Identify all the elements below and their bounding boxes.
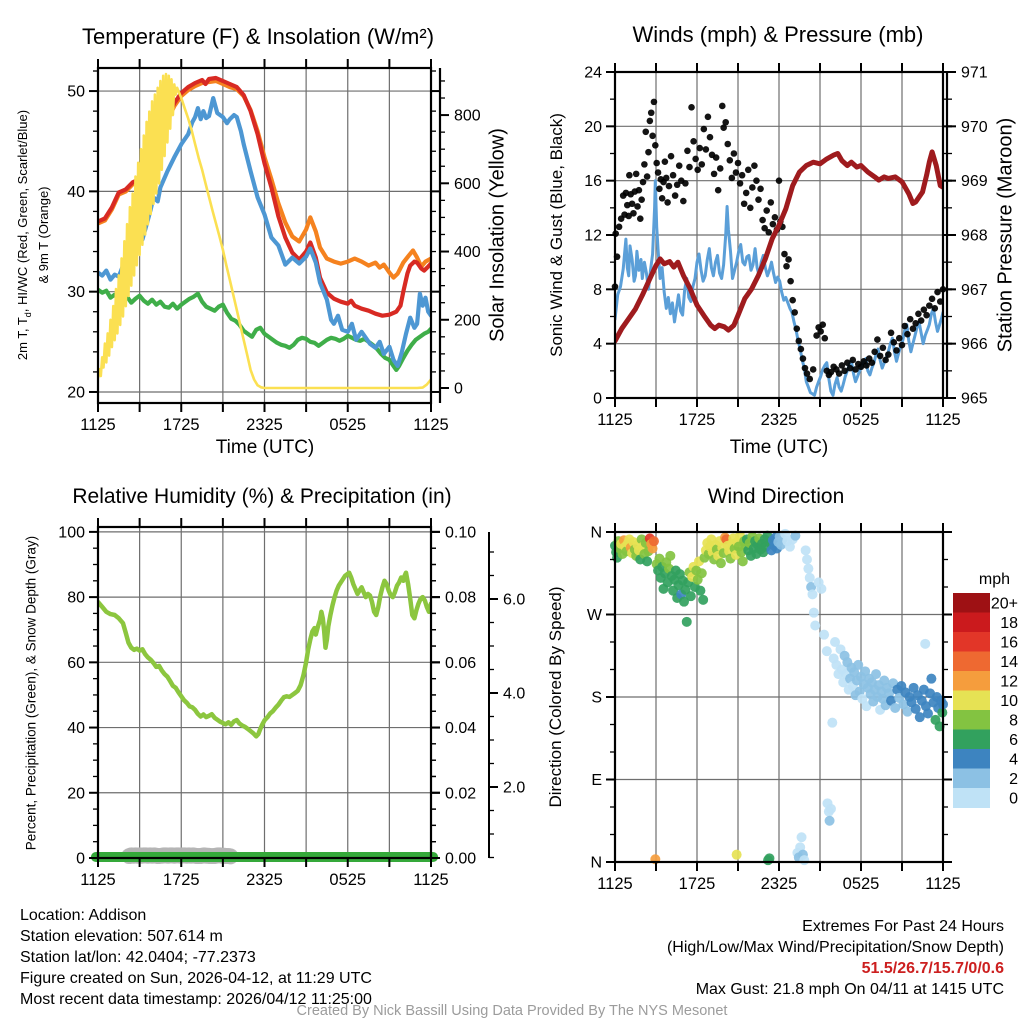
y-tick-label: 8 bbox=[593, 281, 602, 299]
x-tick-label: 0525 bbox=[329, 871, 367, 889]
data-point bbox=[686, 591, 696, 601]
right-tick-label: 969 bbox=[961, 173, 988, 191]
data-point bbox=[871, 669, 881, 679]
data-point bbox=[901, 323, 908, 330]
data-point bbox=[663, 175, 670, 182]
colorbar-segment bbox=[953, 788, 990, 808]
x-tick-label: 0525 bbox=[842, 411, 880, 429]
y-tick-label: 16 bbox=[584, 173, 602, 191]
data-point bbox=[798, 346, 805, 353]
data-point bbox=[770, 221, 777, 228]
data-point bbox=[682, 617, 692, 627]
x-tick-label: 2325 bbox=[246, 871, 283, 889]
data-point bbox=[735, 160, 742, 167]
y-tick-label: N bbox=[590, 524, 602, 542]
y-tick-label: 100 bbox=[58, 524, 85, 542]
data-point bbox=[796, 338, 803, 345]
data-point bbox=[659, 195, 666, 202]
data-point bbox=[923, 312, 930, 319]
data-point bbox=[662, 158, 669, 165]
title-temperature: Temperature (F) & Insolation (W/m²) bbox=[81, 24, 435, 49]
data-point bbox=[893, 347, 900, 354]
x-tick-label: 0525 bbox=[842, 875, 880, 893]
data-point bbox=[904, 331, 911, 338]
colorbar-label: 16 bbox=[1000, 634, 1018, 652]
y-tick-label: 12 bbox=[584, 227, 602, 245]
colorbar-label: 6 bbox=[1009, 731, 1018, 749]
data-point bbox=[869, 359, 876, 366]
data-point bbox=[915, 310, 922, 317]
data-point bbox=[688, 104, 695, 111]
data-point bbox=[755, 196, 762, 203]
data-point bbox=[648, 109, 655, 116]
y-tick-label: 24 bbox=[584, 64, 602, 82]
right-tick-label: 966 bbox=[961, 336, 988, 354]
data-point bbox=[826, 804, 836, 814]
colorbar-label: 0 bbox=[1009, 790, 1018, 808]
snow-tick-label: 4.0 bbox=[503, 685, 526, 703]
data-point bbox=[698, 161, 705, 168]
y-tick-label: 50 bbox=[67, 83, 85, 101]
data-point bbox=[711, 171, 718, 178]
data-point bbox=[797, 832, 807, 842]
data-point bbox=[653, 160, 660, 167]
right-tick-label: 0.06 bbox=[445, 654, 477, 672]
right-tick-label: 967 bbox=[961, 281, 988, 299]
right-tick-label: 400 bbox=[454, 244, 481, 262]
data-point bbox=[705, 114, 712, 121]
x-tick-label: 1125 bbox=[925, 411, 961, 429]
colorbar-segment bbox=[953, 691, 990, 711]
right-tick-label: 0.00 bbox=[445, 850, 477, 868]
right-tick-label: 0.04 bbox=[445, 720, 477, 738]
data-point bbox=[732, 850, 742, 860]
data-point bbox=[716, 558, 726, 568]
data-point bbox=[652, 142, 659, 149]
data-point bbox=[695, 586, 705, 596]
extremes-values: 51.5/26.7/15.7/0/0.6 bbox=[861, 960, 1004, 977]
y-tick-label: 60 bbox=[67, 654, 85, 672]
ylabel-temperature: 2m T, $T_d$, HI/WC (Red, Green, Scarlet/Blue) & 9m T (Orange) bbox=[15, 109, 51, 361]
latlon-line: Station lat/lon: 42.0404; -77.2373 bbox=[20, 949, 256, 966]
data-point bbox=[926, 674, 936, 684]
data-point bbox=[745, 167, 752, 174]
xlabel-winds: Time (UTC) bbox=[729, 437, 829, 458]
extremes-block bbox=[484, 916, 1004, 1000]
timestamp-line: Most recent data timestamp: 2026/04/12 11:25:00 bbox=[20, 991, 372, 1008]
data-point bbox=[800, 355, 807, 362]
right-tick-label: 0.10 bbox=[445, 524, 477, 542]
title-winds: Winds (mph) & Pressure (mb) bbox=[632, 22, 924, 47]
data-point bbox=[634, 203, 641, 210]
data-point bbox=[809, 608, 819, 618]
data-point bbox=[787, 278, 794, 285]
data-point bbox=[682, 180, 689, 187]
title-wind-direction: Wind Direction bbox=[707, 485, 845, 508]
data-point bbox=[753, 177, 760, 184]
data-point bbox=[929, 296, 936, 303]
x-tick-label: 1125 bbox=[413, 416, 449, 434]
data-point bbox=[717, 165, 724, 172]
data-point bbox=[877, 353, 884, 360]
right-tick-label: 971 bbox=[961, 64, 988, 82]
y-tick-label: 20 bbox=[584, 118, 602, 136]
ylabel-humidity: Percent, Precipitation (Green), & Snow Depth (Gray) bbox=[23, 535, 39, 851]
data-point bbox=[896, 335, 903, 342]
location-line: Location: Addison bbox=[20, 907, 147, 924]
chart-winds bbox=[584, 63, 988, 429]
x-tick-label: 1725 bbox=[678, 411, 716, 429]
x-tick-label: 1125 bbox=[80, 416, 116, 434]
y-tick-label: 0 bbox=[593, 390, 602, 408]
data-point bbox=[741, 200, 748, 207]
data-point bbox=[827, 718, 837, 728]
data-point bbox=[665, 551, 675, 561]
data-point bbox=[722, 119, 729, 126]
colorbar-label: 2 bbox=[1009, 770, 1018, 788]
y-tick-label: E bbox=[591, 772, 602, 789]
data-point bbox=[880, 344, 887, 351]
x-tick-label: 1125 bbox=[80, 871, 116, 889]
chart-temperature bbox=[67, 59, 481, 434]
data-point bbox=[759, 217, 766, 224]
y-tick-label: W bbox=[586, 607, 602, 624]
data-point bbox=[772, 214, 779, 221]
x-tick-label: 1725 bbox=[162, 871, 200, 889]
data-point bbox=[664, 199, 671, 206]
data-point bbox=[821, 335, 828, 342]
y-tick-label: 4 bbox=[593, 336, 602, 354]
data-point bbox=[636, 187, 643, 194]
data-point bbox=[907, 316, 914, 323]
created-line: Figure created on Sun, 2026-04-12, at 11:29 UTC bbox=[20, 970, 372, 987]
data-point bbox=[670, 172, 677, 179]
right-tick-label: 970 bbox=[961, 118, 988, 136]
colorbar-label: 8 bbox=[1009, 712, 1018, 730]
x-tick-label: 1725 bbox=[678, 875, 716, 893]
colorbar-label: 14 bbox=[1000, 653, 1018, 671]
snow-tick-label: 6.0 bbox=[503, 591, 526, 609]
data-point bbox=[724, 141, 731, 148]
data-point bbox=[802, 555, 812, 565]
colorbar-label: 12 bbox=[1000, 673, 1018, 691]
y-tick-label: 40 bbox=[67, 720, 85, 738]
colorbar-segment bbox=[953, 710, 990, 730]
data-point bbox=[822, 646, 832, 656]
data-point bbox=[757, 186, 764, 193]
right-label-pressure: Station Pressure (Maroon) bbox=[994, 117, 1017, 353]
data-point bbox=[871, 349, 878, 356]
data-point bbox=[807, 589, 817, 599]
colorbar-segment bbox=[953, 632, 990, 652]
data-point bbox=[819, 630, 829, 640]
x-tick-label: 2325 bbox=[760, 411, 798, 429]
right-tick-label: 200 bbox=[454, 312, 481, 330]
data-point bbox=[656, 186, 663, 193]
data-point bbox=[703, 146, 710, 153]
data-point bbox=[888, 330, 895, 337]
data-point bbox=[816, 584, 826, 594]
data-point bbox=[668, 153, 675, 160]
data-point bbox=[642, 128, 649, 135]
colorbar-label: 18 bbox=[1000, 614, 1018, 632]
data-point bbox=[918, 317, 925, 324]
data-point bbox=[763, 207, 770, 214]
data-point bbox=[789, 297, 796, 304]
data-point bbox=[649, 536, 659, 546]
data-point bbox=[805, 573, 815, 583]
right-label-insolation: Solar Insolation (Yellow) bbox=[486, 128, 509, 342]
colorbar-segment bbox=[953, 593, 990, 613]
data-point bbox=[731, 150, 738, 157]
data-point bbox=[817, 328, 824, 335]
data-point bbox=[801, 545, 811, 555]
data-point bbox=[641, 161, 648, 168]
data-point bbox=[676, 162, 683, 169]
data-point bbox=[825, 816, 835, 826]
data-point bbox=[719, 103, 726, 110]
y-tick-label: 20 bbox=[67, 384, 85, 402]
right-tick-label: 600 bbox=[454, 175, 481, 193]
data-point bbox=[749, 184, 756, 191]
x-tick-label: 2325 bbox=[246, 416, 283, 434]
colorbar-segment bbox=[953, 613, 990, 633]
data-point bbox=[803, 564, 813, 574]
data-point bbox=[694, 167, 701, 174]
data-point bbox=[626, 172, 633, 179]
data-point bbox=[765, 229, 772, 236]
data-point bbox=[684, 147, 691, 154]
credit-line: Created By Nick Bassill Using Data Provided By The NYS Mesonet bbox=[296, 1003, 728, 1019]
data-point bbox=[672, 192, 679, 199]
extremes-title: Extremes For Past 24 Hours bbox=[802, 918, 1004, 935]
data-point bbox=[810, 366, 817, 373]
data-point bbox=[932, 305, 939, 312]
data-point bbox=[799, 855, 809, 865]
data-point bbox=[697, 568, 707, 578]
y-tick-label: S bbox=[591, 689, 602, 707]
right-tick-label: 968 bbox=[961, 227, 988, 245]
colorbar-title: mph bbox=[978, 571, 1010, 588]
data-point bbox=[810, 621, 820, 631]
colorbar-label: 4 bbox=[1009, 751, 1018, 769]
data-point bbox=[647, 118, 654, 125]
right-tick-label: 0.08 bbox=[445, 589, 477, 607]
data-point bbox=[733, 169, 740, 176]
data-point bbox=[729, 175, 736, 182]
data-point bbox=[751, 162, 758, 169]
data-point bbox=[776, 177, 783, 184]
data-point bbox=[791, 309, 798, 316]
data-point bbox=[819, 321, 826, 328]
data-point bbox=[891, 339, 898, 346]
data-point bbox=[768, 199, 775, 206]
station-info bbox=[20, 905, 372, 1010]
data-point bbox=[649, 133, 656, 140]
data-point bbox=[666, 183, 673, 190]
x-tick-label: 1125 bbox=[597, 411, 633, 429]
data-point bbox=[715, 187, 722, 194]
data-point bbox=[738, 556, 748, 566]
data-point bbox=[707, 134, 714, 141]
data-point bbox=[616, 224, 623, 231]
chart-wind_direction bbox=[587, 523, 1018, 893]
x-tick-label: 1125 bbox=[597, 875, 633, 893]
data-point bbox=[850, 357, 857, 364]
right-tick-label: 965 bbox=[961, 390, 988, 408]
data-point bbox=[692, 156, 699, 163]
y-tick-label: 20 bbox=[67, 785, 85, 803]
data-point bbox=[806, 376, 813, 383]
y-tick-label: 40 bbox=[67, 183, 85, 201]
data-point bbox=[785, 256, 792, 263]
colorbar-label: 10 bbox=[1000, 692, 1018, 710]
data-point bbox=[727, 157, 734, 164]
data-point bbox=[651, 99, 658, 106]
xlabel-temperature: Time (UTC) bbox=[215, 437, 315, 458]
colorbar-label: 20+ bbox=[990, 595, 1018, 613]
data-point bbox=[645, 149, 652, 156]
data-point bbox=[739, 172, 746, 179]
data-point bbox=[899, 342, 906, 349]
data-point bbox=[747, 205, 754, 212]
y-tick-label: 80 bbox=[67, 589, 85, 607]
snow-tick-label: 2.0 bbox=[503, 779, 526, 797]
x-tick-label: 0525 bbox=[329, 416, 367, 434]
x-tick-label: 1125 bbox=[413, 871, 449, 889]
colorbar-segment bbox=[953, 749, 990, 769]
data-point bbox=[701, 126, 708, 133]
right-tick-label: 0 bbox=[454, 380, 463, 398]
data-point bbox=[637, 215, 644, 222]
data-point bbox=[783, 263, 790, 270]
y-tick-label: 30 bbox=[67, 284, 85, 302]
y-tick-label: N bbox=[590, 854, 602, 872]
data-point bbox=[686, 164, 693, 171]
data-point bbox=[638, 196, 645, 203]
data-point bbox=[696, 145, 703, 152]
data-point bbox=[698, 595, 708, 605]
extremes-subtitle: (High/Low/Max Wind/Precipitation/Snow Depth) bbox=[666, 939, 1004, 956]
colorbar-segment bbox=[953, 730, 990, 750]
data-point bbox=[690, 138, 697, 145]
x-tick-label: 1725 bbox=[162, 416, 200, 434]
right-tick-label: 800 bbox=[454, 107, 481, 125]
elevation-line: Station elevation: 507.614 m bbox=[20, 928, 223, 945]
data-point bbox=[743, 190, 750, 197]
ylabel-winds: Sonic Wind & Gust (Blue, Black) bbox=[547, 113, 566, 357]
data-point bbox=[781, 251, 788, 258]
chart-humidity bbox=[58, 518, 525, 889]
max-gust-line: Max Gust: 21.8 mph On 04/11 at 1415 UTC bbox=[695, 981, 1004, 998]
title-humidity: Relative Humidity (%) & Precipitation (in) bbox=[72, 485, 452, 508]
colorbar-segment bbox=[953, 652, 990, 672]
x-tick-label: 1125 bbox=[925, 875, 961, 893]
right-tick-label: 0.02 bbox=[445, 785, 477, 803]
x-tick-label: 2325 bbox=[760, 875, 798, 893]
data-point bbox=[737, 180, 744, 187]
data-point bbox=[713, 154, 720, 161]
data-point bbox=[642, 556, 652, 566]
data-point bbox=[630, 210, 637, 217]
colorbar-segment bbox=[953, 769, 990, 789]
data-point bbox=[633, 171, 640, 178]
data-point bbox=[655, 169, 662, 176]
data-point bbox=[680, 198, 687, 205]
y-tick-label: 0 bbox=[76, 850, 85, 868]
data-point bbox=[640, 179, 647, 186]
colorbar-segment bbox=[953, 671, 990, 691]
data-point bbox=[644, 173, 651, 180]
data-point bbox=[920, 639, 930, 649]
ylabel-wind-direction: Direction (Colored By Speed) bbox=[546, 586, 565, 808]
data-point bbox=[874, 336, 881, 343]
data-point bbox=[793, 325, 800, 332]
data-point bbox=[885, 351, 892, 358]
